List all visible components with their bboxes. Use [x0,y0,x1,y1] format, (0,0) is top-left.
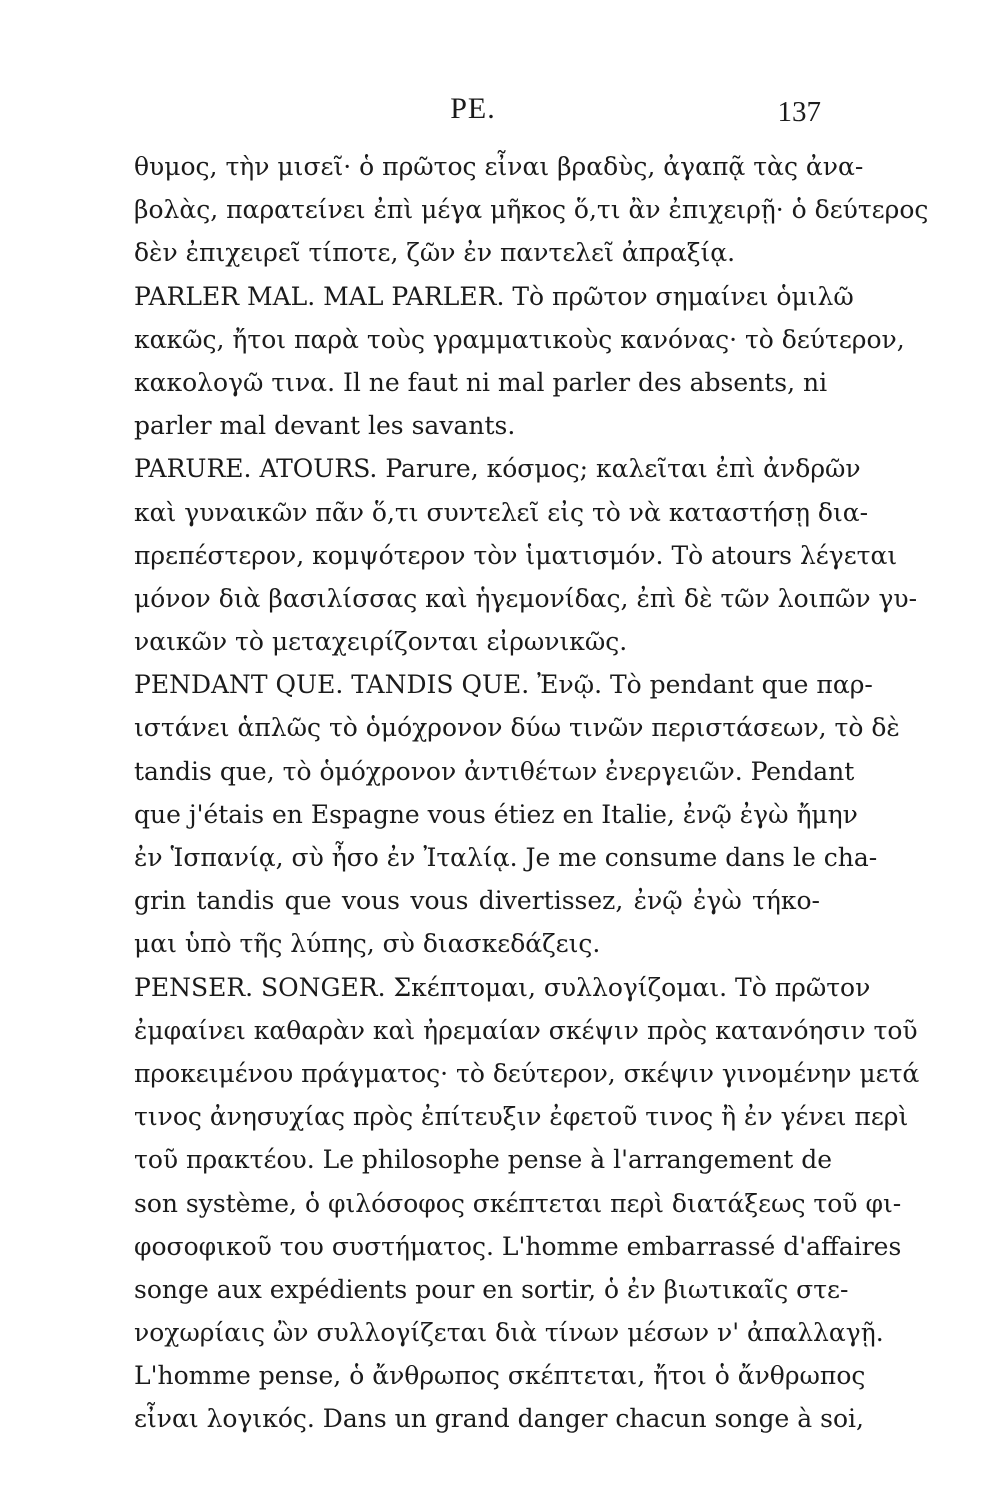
text-line: εἶναι λογικός. Dans un grand danger chacun songe à soi, [134,1404,864,1434]
text-line: ἐν Ἱσπανίᾳ, σὺ ἦσο ἐν Ἰταλίᾳ. Je me consume dans le cha- [134,843,878,872]
entry-heading-line: PARURE. ATOURS. Parure, κόσμος; καλεῖται ἐπὶ ἀνδρῶν [134,454,861,484]
entry-heading-line: PENDANT QUE. TANDIS QUE. Ἐνῷ. Τὸ pendant que παρ- [134,670,873,700]
text-line: μόνον διὰ βασιλίσσας καὶ ἡγεμονίδας, ἐπὶ δὲ τῶν λοιπῶν γυ- [134,583,918,613]
text-line: πρεπέστερον, κομψότερον τὸν ἱματισμόν. Τὸ atours λέγεται [134,540,898,570]
text-line: L'homme pense, ὁ ἄνθρωπος σκέπτεται, ἤτοι ὁ ἄνθρωπος [134,1361,866,1391]
text-line: τοῦ πρακτέου. Le philosophe pense à l'arrangement de [134,1145,832,1175]
text-line: κακῶς, ἤτοι παρὰ τοὺς γραμματικοὺς κανόνας· τὸ δεύτερον, [134,324,905,354]
text-line: ἐμφαίνει καθαρὰν καὶ ἠρεμαίαν σκέψιν πρὸς κατανόησιν τοῦ [134,1015,918,1045]
entry-heading-line: PARLER MAL. MAL PARLER. Τὸ πρῶτον σημαίνει ὁμιλῶ [134,281,854,311]
text-line: κακολογῶ τινα. Il ne faut ni mal parler des absents, ni [134,367,828,397]
text-line: songe aux expédients pour en sortir, ὁ ἐν βιωτικαῖς στε- [134,1274,849,1304]
text-line: προκειμένου πράγματος· τὸ δεύτερον, σκέψιν γινομένην μετά [134,1058,920,1088]
text-line: δὲν ἐπιχειρεῖ τίποτε, ζῶν ἐν παντελεῖ ἀπραξίᾳ. [134,238,736,268]
text-line: μαι ὑπὸ τῆς λύπης, σὺ διασκεδάζεις. [134,929,601,959]
text-line: βολὰς, παρατείνει ἐπὶ μέγα μῆκος ὅ,τι ἂν ἐπιχειρῇ· ὁ δεύτερος [134,195,929,225]
entry-heading-line: PENSER. SONGER. Σκέπτομαι, συλλογίζομαι. Τὸ πρῶτον [134,972,871,1002]
text-line: ιστάνει ἁπλῶς τὸ ὁμόχρονον δύω τινῶν περιστάσεων, τὸ δὲ [134,713,900,743]
text-line: tandis que, τὸ ὁμόχρονον ἀντιθέτων ἐνεργειῶν. Pendant [134,756,855,786]
text-line: ναικῶν τὸ μεταχειρίζονται εἰρωνικῶς. [134,627,628,657]
text-line: parler mal devant les savants. [134,411,516,441]
text-line: καὶ γυναικῶν πᾶν ὅ,τι συντελεῖ εἰς τὸ νὰ καταστήσῃ δια- [134,497,869,527]
text-line: que j'étais en Espagne vous étiez en Italie, ἐνῷ ἐγὼ ἤμην [134,799,858,829]
text-line: τινος ἀνησυχίας πρὸς ἐπίτευξιν ἐφετοῦ τινος ἢ ἐν γένει περὶ [134,1102,909,1132]
body-text [134,145,929,1441]
text-line: θυμος, τὴν μισεῖ· ὁ πρῶτος εἶναι βραδὺς, ἀγαπᾷ τὰς ἀνα- [134,152,864,181]
page-number: 137 [777,96,821,128]
text-line: grin tandis que vous vous divertissez, ἐνῷ ἐγὼ τήκο- [134,886,820,916]
text-line: νοχωρίαις ὢν συλλογίζεται διὰ τίνων μέσων ν' ἀπαλλαγῇ. [134,1318,884,1348]
text-line: φοσοφικοῦ του συστήματος. L'homme embarrassé d'affaires [134,1231,902,1261]
text-line: son système, ὁ φιλόσοφος σκέπτεται περὶ διατάξεως τοῦ φι- [134,1188,902,1218]
running-title: PE. [450,92,496,125]
running-head [135,92,821,132]
